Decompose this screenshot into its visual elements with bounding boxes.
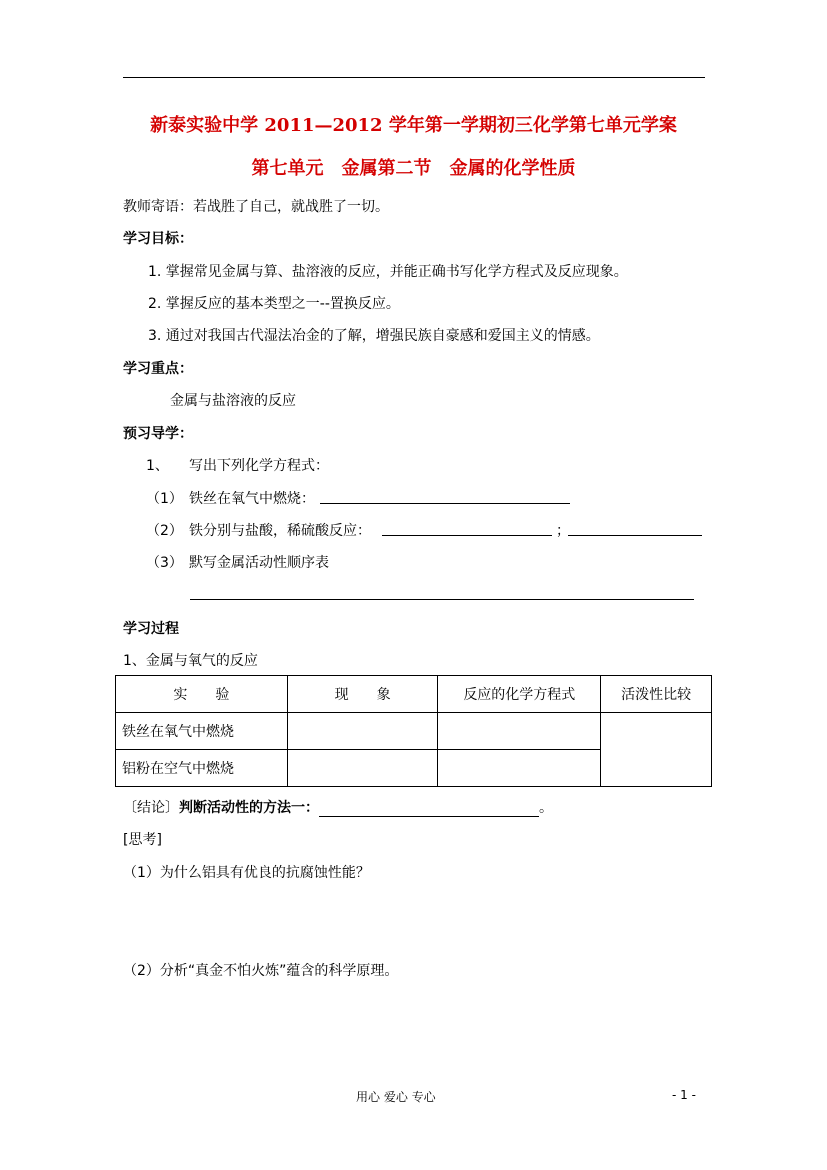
document-title: 新泰实验中学 2011—2012 学年第一学期初三化学第七单元学案 — [150, 115, 677, 136]
table-cell[interactable] — [438, 713, 601, 750]
preview-sub-number: （2） — [146, 523, 183, 539]
conclusion-label: 判断活动性的方法一： — [179, 800, 319, 816]
think-heading: [思考] — [123, 832, 162, 848]
preview-sub-number: （3） — [146, 555, 183, 571]
objective-item: 1. 掌握常见金属与算、盐溶液的反应，并能正确书写化学方程式及反应现象。 — [148, 264, 628, 280]
table-row — [116, 713, 712, 750]
preview-heading: 预习导学： — [123, 426, 193, 442]
table-cell[interactable] — [438, 750, 601, 787]
preview-sub-text: 铁丝在氧气中燃烧： — [189, 491, 315, 507]
column-header: 反应的化学方程式 — [438, 676, 601, 713]
table-cell: 铝粉在空气中燃烧 — [116, 750, 288, 787]
section-title: 1、金属与氧气的反应 — [123, 653, 258, 669]
conclusion-end: 。 — [539, 800, 553, 816]
experiment-table — [115, 675, 712, 787]
objectives-heading: 学习目标： — [123, 231, 193, 247]
preview-question-number: 1、 — [146, 458, 169, 474]
column-header: 实 验 — [116, 676, 288, 713]
column-header: 现 象 — [287, 676, 438, 713]
answer-blank[interactable] — [382, 519, 552, 536]
header-rule — [123, 77, 705, 78]
table-cell: 铁丝在氧气中燃烧 — [116, 713, 288, 750]
think-question: （1）为什么铝具有优良的抗腐蚀性能？ — [123, 865, 370, 881]
answer-blank[interactable] — [190, 583, 694, 600]
preview-sub-number: （1） — [146, 491, 183, 507]
footer-slogan: 用心 爱心 专心 — [356, 1090, 436, 1104]
keypoints-heading: 学习重点： — [123, 361, 193, 377]
conclusion-prefix: 〔结论〕 — [123, 800, 179, 816]
table-cell-merged[interactable] — [601, 713, 712, 787]
page-number: - 1 - — [672, 1088, 696, 1102]
think-question: （2）分析“真金不怕火炼”蕴含的科学原理。 — [123, 963, 399, 979]
semicolon: ； — [556, 523, 570, 539]
column-header: 活泼性比较 — [601, 676, 712, 713]
document-subtitle: 第七单元 金属第二节 金属的化学性质 — [251, 158, 576, 179]
table-cell[interactable] — [287, 750, 438, 787]
table-header-row — [116, 676, 712, 713]
teacher-motto: 教师寄语：若战胜了自己，就战胜了一切。 — [123, 199, 389, 215]
objective-item: 2. 掌握反应的基本类型之一--置换反应。 — [148, 296, 400, 312]
preview-question-text: 写出下列化学方程式： — [189, 458, 329, 474]
objective-item: 3. 通过对我国古代湿法冶金的了解，增强民族自豪感和爱国主义的情感。 — [148, 328, 600, 344]
answer-blank[interactable] — [319, 800, 539, 817]
keypoints-text: 金属与盐溶液的反应 — [170, 393, 296, 409]
answer-blank[interactable] — [568, 519, 702, 536]
conclusion-line — [123, 797, 553, 817]
answer-blank[interactable] — [320, 487, 570, 504]
process-heading: 学习过程 — [123, 621, 179, 637]
preview-sub-text: 默写金属活动性顺序表 — [189, 555, 329, 571]
table-cell[interactable] — [287, 713, 438, 750]
preview-sub-text: 铁分别与盐酸，稀硫酸反应： — [189, 523, 371, 539]
